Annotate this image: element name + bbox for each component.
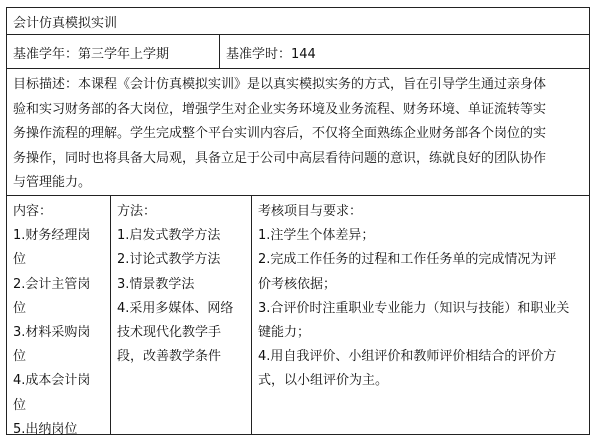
academic-year-cell (7, 35, 220, 68)
assessment-item: 式，以小组评价为主。 (258, 373, 389, 389)
method-item: 4.采用多媒体、网络 (117, 300, 234, 316)
course-title-cell (7, 8, 589, 34)
content-item: 2.会计主管岗 (13, 276, 91, 292)
content-item: 4.成本会计岗 (13, 373, 91, 389)
goal-description-line: 务操作流程的理解。学生完成整个平台实训内容后，不仅将全面熟练企业财务部各个岗位的实 (13, 126, 547, 141)
content-item: 位 (13, 349, 27, 365)
goal-description-line: 与管理能力。 (13, 175, 92, 190)
method-item: 1.启发式教学方法 (117, 228, 221, 244)
assessment-item: 1.注学生个体差异； (258, 228, 375, 244)
content-item: 位 (13, 397, 27, 413)
methods-column (111, 196, 252, 434)
assessment-header: 考核项目与要求： (258, 204, 363, 219)
assessment-item: 价考核依据； (258, 276, 337, 292)
course-title: 会计仿真模拟实训 (13, 16, 118, 31)
course-info-table (6, 7, 590, 435)
content-header: 内容： (13, 204, 53, 219)
detail-row (7, 196, 589, 437)
goal-description-line: 务操作，同时也将具备大局观，具备立足于公司中高层看待问题的意识，练就良好的团队协作 (13, 150, 547, 166)
method-item: 3.情景教学法 (117, 276, 195, 292)
content-item: 位 (13, 252, 27, 268)
method-item: 2.讨论式教学方法 (117, 252, 221, 268)
assessment-column (252, 196, 589, 434)
goal-description-row (7, 69, 589, 196)
course-meta-row (7, 35, 589, 69)
methods-header: 方法： (117, 204, 157, 219)
academic-year: 基准学年：第三学年上学期 (13, 47, 170, 62)
method-item: 技术现代化教学手 (117, 325, 222, 341)
content-item: 3.材料采购岗 (13, 325, 91, 341)
content-item: 位 (13, 300, 27, 316)
content-item: 1.财务经理岗 (13, 228, 91, 244)
course-title-row (7, 8, 589, 35)
method-item: 段，改善教学条件 (117, 349, 222, 365)
content-item: 5.出纳岗位 (13, 421, 78, 437)
goal-description-line: 验和实习财务部的各大岗位，增强学生对企业实务环境及业务流程、财务环境、单证流转等实 (13, 101, 547, 117)
assessment-item: 键能力； (258, 325, 311, 341)
credit-hours: 基准学时：144 (226, 47, 316, 62)
assessment-item: 3.合评价时注重职业专业能力（知识与技能）和职业关 (258, 300, 570, 316)
goal-description-line: 目标描述：本课程《会计仿真模拟实训》是以真实模拟实务的方式，旨在引导学生通过亲身体 (13, 77, 547, 92)
content-column (7, 196, 111, 437)
assessment-item: 2.完成工作任务的过程和工作任务单的完成情况为评 (258, 252, 557, 268)
credit-hours-cell (220, 35, 589, 68)
assessment-item: 4.用自我评价、小组评价和教师评价相结合的评价方 (258, 349, 557, 365)
goal-description (13, 73, 583, 196)
